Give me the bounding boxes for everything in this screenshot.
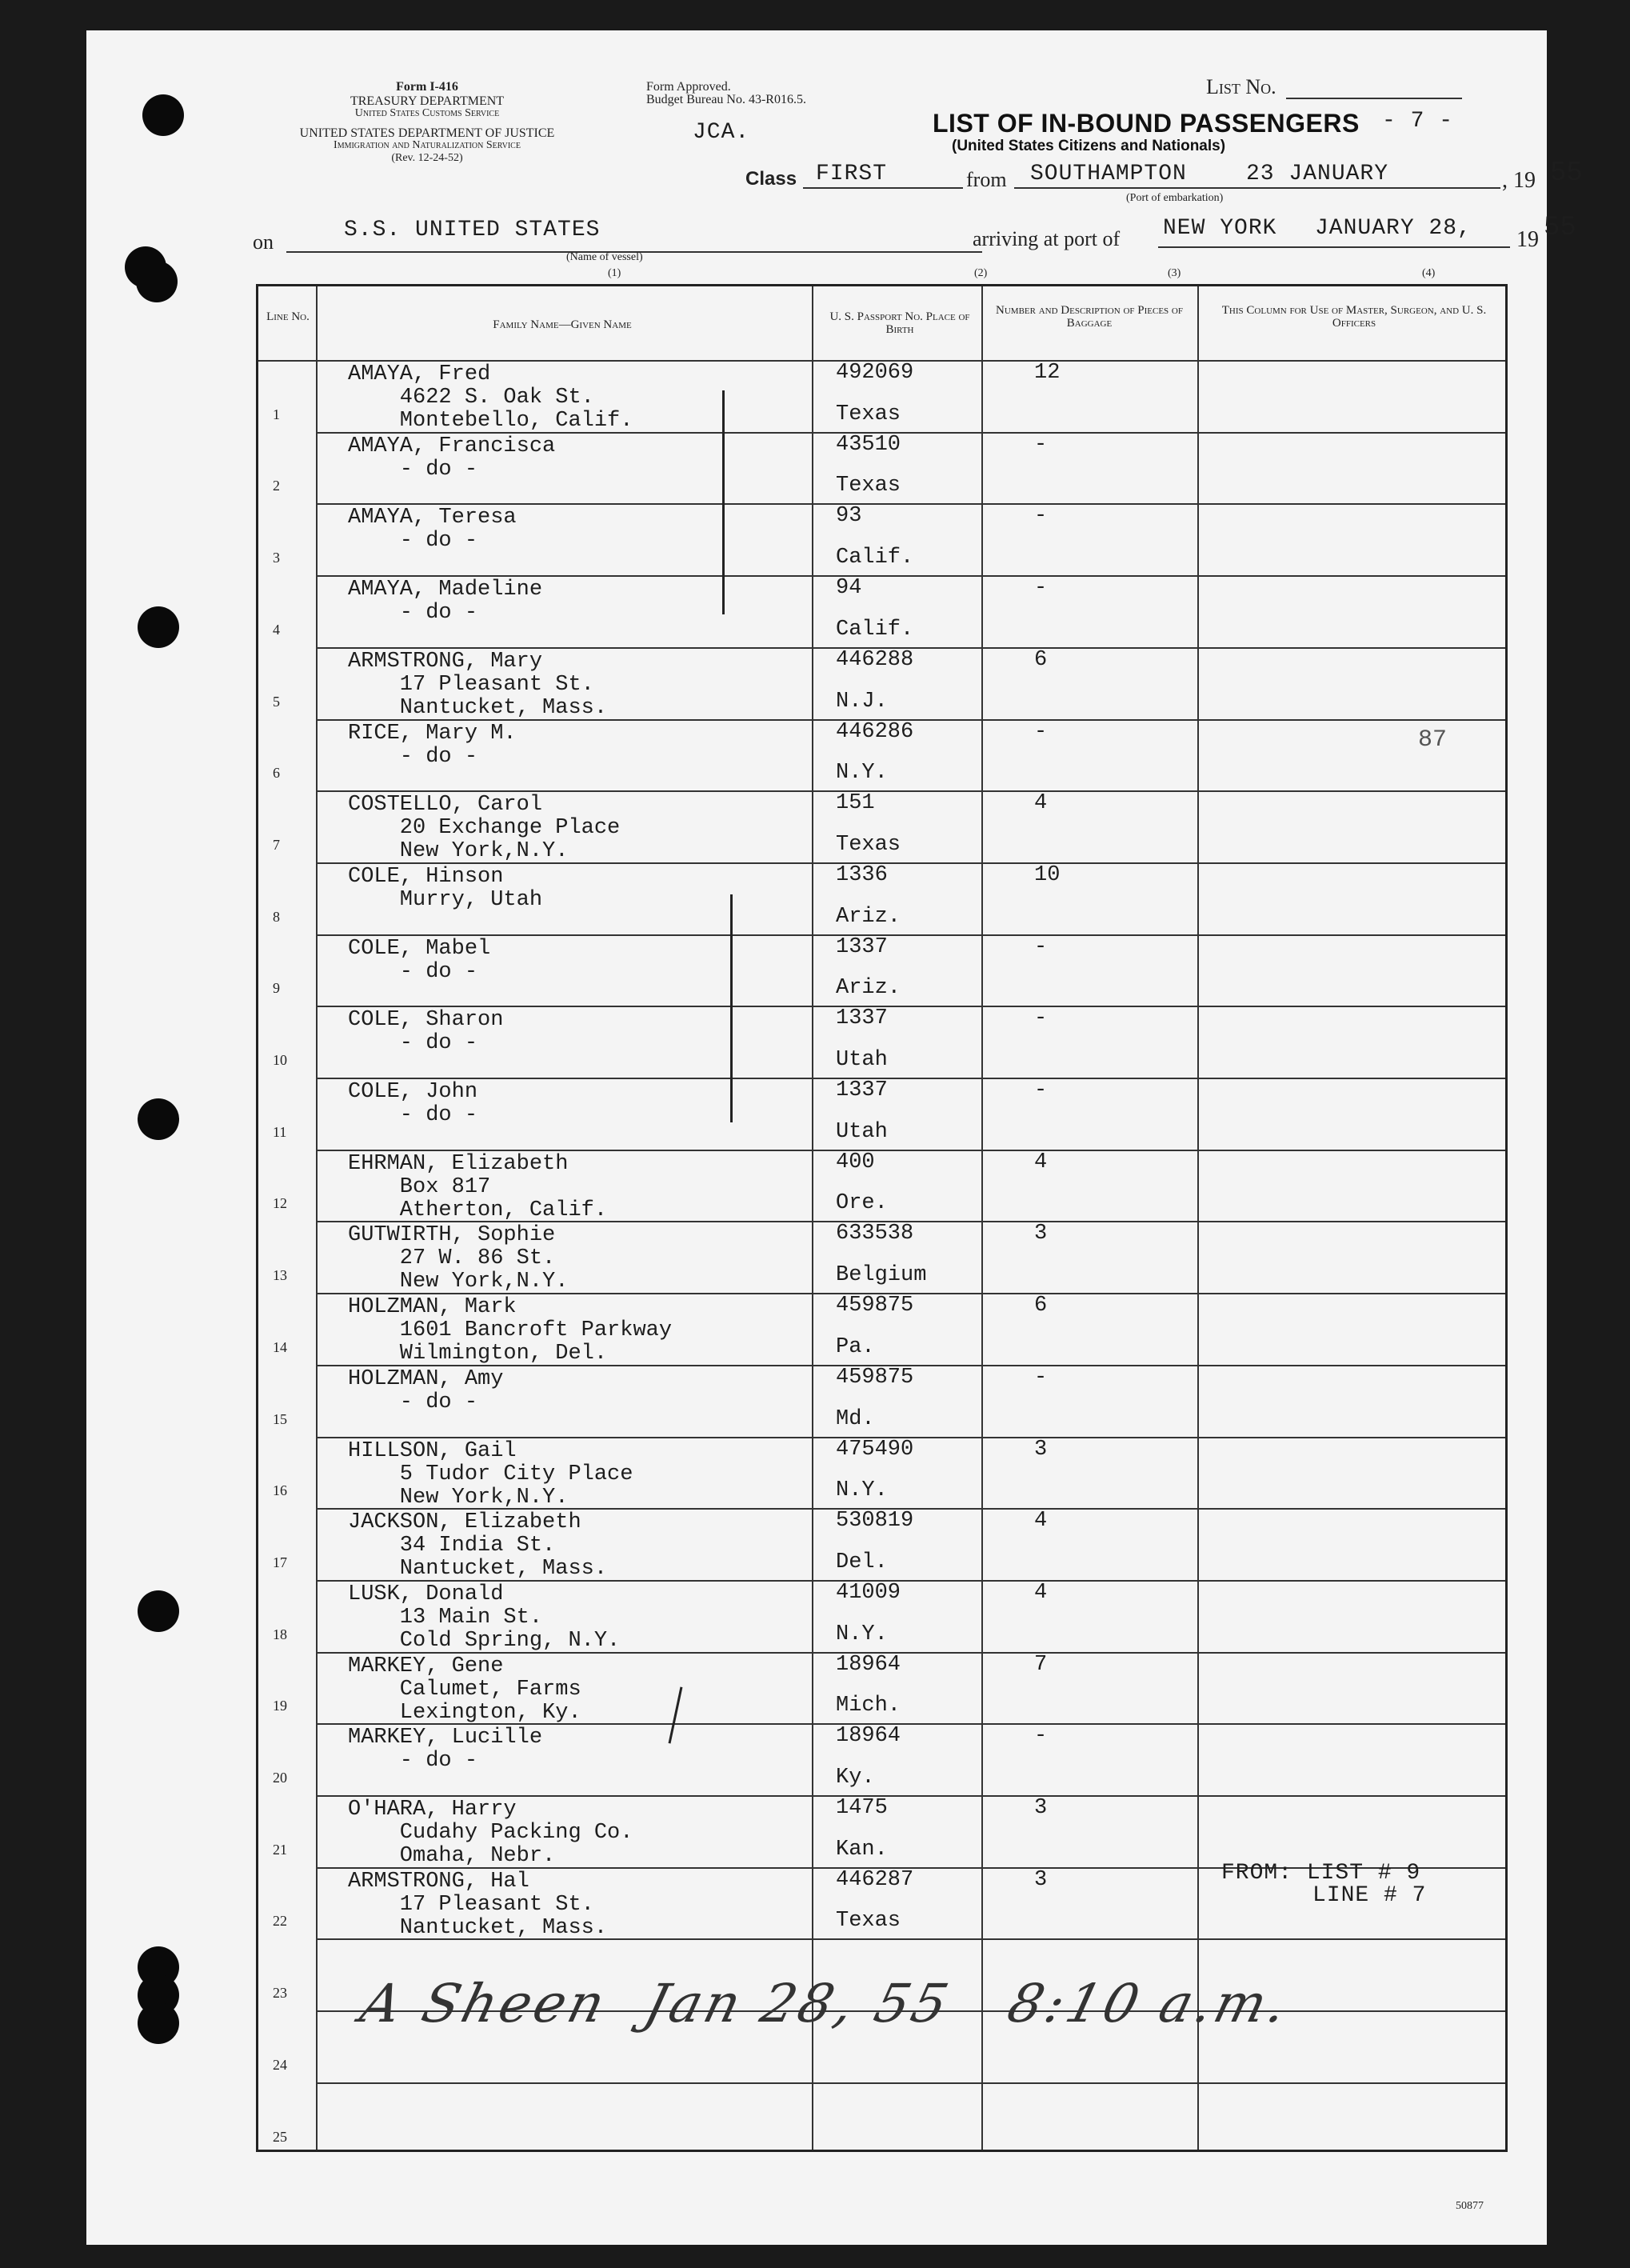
- place-of-birth: Mich.: [836, 1694, 901, 1718]
- place-of-birth: Utah: [836, 1048, 888, 1072]
- row-divider: [316, 575, 1505, 577]
- passport-number: 1337: [836, 1006, 888, 1031]
- remark-line: LINE # 7: [1312, 1883, 1427, 1908]
- place-of-birth: N.J.: [836, 689, 888, 714]
- passport-number: 475490: [836, 1437, 914, 1462]
- from-label: from: [966, 168, 1007, 191]
- passenger-name: EHRMAN, Elizabeth Box 817 Atherton, Calif.: [348, 1151, 608, 1222]
- immigration-service: Immigration and Naturalization Service: [334, 139, 521, 151]
- header-passport: U. S. Passport No. Place of Birth: [829, 310, 970, 336]
- budget-bureau: Budget Bureau No. 43-R016.5.: [646, 93, 806, 106]
- revision-date: (Rev. 12-24-52): [391, 152, 463, 164]
- passenger-name: MARKEY, Lucille - do -: [348, 1726, 543, 1774]
- passenger-name: COLE, Mabel - do -: [348, 936, 491, 984]
- line-number: 19: [273, 1698, 287, 1714]
- arrival-date: JANUARY 28,: [1315, 216, 1472, 241]
- passenger-name: AMAYA, Teresa - do -: [348, 506, 517, 554]
- line-number: 22: [273, 1913, 287, 1930]
- place-of-birth: Ky.: [836, 1766, 875, 1790]
- year-suffix-1: 55: [1550, 158, 1583, 189]
- document-subtitle: (United States Citizens and Nationals): [952, 138, 1226, 154]
- arriving-label: arriving at port of: [973, 227, 1121, 250]
- passenger-name: AMAYA, Madeline - do -: [348, 578, 543, 626]
- embarkation-date: 23 JANUARY: [1246, 162, 1389, 186]
- passenger-name: HOLZMAN, Mark 1601 Bancroft Parkway Wilmington, Del.: [348, 1295, 673, 1366]
- punch-hole: [138, 1590, 179, 1632]
- passport-number: 1475: [836, 1796, 888, 1820]
- place-of-birth: Belgium: [836, 1263, 927, 1288]
- place-of-birth: Pa.: [836, 1334, 875, 1359]
- baggage-count: 4: [1034, 791, 1048, 816]
- footer-code: 50877: [1456, 2200, 1484, 2212]
- passport-number: 459875: [836, 1365, 914, 1390]
- line-number: 14: [273, 1338, 287, 1355]
- year-prefix-1: , 19: [1502, 168, 1536, 193]
- row-divider: [316, 862, 1505, 864]
- place-of-birth: N.Y.: [836, 761, 888, 786]
- baggage-count: 3: [1034, 1796, 1048, 1820]
- place-of-birth: Ariz.: [836, 976, 901, 1001]
- baggage-count: -: [1034, 934, 1048, 959]
- header-baggage: Number and Description of Pieces of Baggage: [996, 304, 1183, 330]
- line-number: 1: [273, 406, 280, 422]
- col2-number: (2): [974, 267, 988, 279]
- list-no-label: List No.: [1206, 75, 1276, 98]
- place-of-birth: Kan.: [836, 1837, 888, 1862]
- passport-number: 459875: [836, 1294, 914, 1318]
- year-suffix-2: 55: [1544, 213, 1576, 243]
- baggage-count: 12: [1034, 361, 1061, 385]
- line-number: 23: [273, 1985, 287, 2002]
- row-divider: [316, 1006, 1505, 1007]
- row-divider: [316, 503, 1505, 505]
- place-of-birth: Texas: [836, 832, 901, 857]
- passenger-name: LUSK, Donald 13 Main St. Cold Spring, N.Y.: [348, 1582, 621, 1653]
- passenger-name: ARMSTRONG, Mary 17 Pleasant St. Nantucket, Mass.: [348, 649, 608, 720]
- baggage-count: 4: [1034, 1509, 1048, 1534]
- passenger-name: RICE, Mary M. - do -: [348, 721, 517, 769]
- line-number: 24: [273, 2056, 287, 2073]
- line-number: 6: [273, 765, 280, 782]
- row-divider: [316, 1938, 1505, 1940]
- passenger-name: ARMSTRONG, Hal 17 Pleasant St. Nantucket, Mass.: [348, 1869, 608, 1940]
- baggage-count: -: [1034, 576, 1048, 601]
- passport-number: 41009: [836, 1580, 901, 1605]
- baggage-count: -: [1034, 432, 1048, 457]
- baggage-count: 7: [1034, 1652, 1048, 1677]
- passport-number: 633538: [836, 1222, 914, 1246]
- punch-hole: [142, 94, 184, 136]
- baggage-count: -: [1034, 719, 1048, 744]
- header-officers: This Column for Use of Master, Surgeon, and U. S. Officers: [1221, 304, 1487, 330]
- passenger-name: MARKEY, Gene Calumet, Farms Lexington, Ky.: [348, 1654, 581, 1725]
- customs-service: United States Customs Service: [354, 107, 500, 119]
- line-number: 7: [273, 836, 280, 853]
- passport-number: 1337: [836, 1078, 888, 1102]
- treasury-dept: TREASURY DEPARTMENT: [350, 94, 505, 108]
- line-number: 17: [273, 1554, 287, 1570]
- passenger-table: [256, 284, 1508, 2152]
- punch-hole: [138, 1098, 179, 1140]
- form-number: Form I-416: [396, 80, 458, 94]
- place-of-birth: N.Y.: [836, 1622, 888, 1646]
- place-of-birth: Texas: [836, 474, 901, 498]
- form-approved: Form Approved.: [646, 80, 731, 94]
- vessel-caption: (Name of vessel): [566, 251, 643, 263]
- bracket-stroke: [722, 390, 725, 614]
- place-of-birth: Ore.: [836, 1191, 888, 1216]
- remark-code: 87: [1418, 726, 1448, 754]
- col4-number: (4): [1422, 267, 1436, 279]
- row-divider: [316, 1150, 1505, 1151]
- passport-number: 94: [836, 576, 862, 601]
- passenger-name: HOLZMAN, Amy - do -: [348, 1366, 504, 1414]
- row-divider: [316, 934, 1505, 936]
- baggage-count: -: [1034, 1724, 1048, 1749]
- arrival-port: NEW YORK: [1163, 216, 1277, 241]
- col3-number: (3): [1168, 267, 1181, 279]
- line-number: 4: [273, 621, 280, 638]
- baggage-count: 4: [1034, 1580, 1048, 1605]
- place-of-birth: Md.: [836, 1406, 875, 1431]
- bracket-stroke: [730, 894, 733, 1122]
- place-of-birth: Calif.: [836, 546, 914, 570]
- passport-number: 446288: [836, 647, 914, 672]
- baggage-count: -: [1034, 1078, 1048, 1102]
- passenger-name: AMAYA, Francisca - do -: [348, 434, 556, 482]
- passenger-name: COLE, Sharon - do -: [348, 1008, 504, 1056]
- passport-number: 93: [836, 504, 862, 529]
- place-of-birth: Texas: [836, 1909, 901, 1934]
- passenger-name: JACKSON, Elizabeth 34 India St. Nantucket, Mass.: [348, 1510, 608, 1582]
- passenger-name: O'HARA, Harry Cudahy Packing Co. Omaha, Nebr.: [348, 1798, 633, 1868]
- year-prefix-2: 19: [1516, 227, 1539, 252]
- baggage-count: -: [1034, 1365, 1048, 1390]
- place-of-birth: Texas: [836, 402, 901, 426]
- passport-number: 492069: [836, 361, 914, 385]
- on-label: on: [253, 230, 274, 254]
- place-of-birth: Del.: [836, 1550, 888, 1574]
- row-divider: [316, 1580, 1505, 1582]
- passenger-name: COLE, John - do -: [348, 1080, 478, 1127]
- class-value: FIRST: [816, 162, 888, 186]
- place-of-birth: Calif.: [836, 617, 914, 642]
- line-number: 21: [273, 1841, 287, 1858]
- row-divider: [316, 2082, 1505, 2084]
- row-divider: [316, 432, 1505, 434]
- passenger-name: AMAYA, Fred 4622 S. Oak St. Montebello, Calif.: [348, 362, 633, 433]
- passport-number: 1337: [836, 934, 888, 959]
- row-divider: [316, 1652, 1505, 1654]
- passport-number: 18964: [836, 1652, 901, 1677]
- check-stroke: [669, 1686, 683, 1743]
- line-number: 16: [273, 1482, 287, 1499]
- line-number: 13: [273, 1267, 287, 1284]
- line-number: 9: [273, 980, 280, 997]
- passport-number: 446287: [836, 1867, 914, 1892]
- port-caption: (Port of embarkation): [1126, 192, 1224, 204]
- passport-number: 43510: [836, 432, 901, 457]
- row-divider: [316, 1078, 1505, 1079]
- baggage-count: 6: [1034, 647, 1048, 672]
- row-divider: [316, 1795, 1505, 1797]
- passport-number: 151: [836, 791, 875, 816]
- punch-hole: [136, 261, 178, 302]
- passenger-name: COLE, Hinson Murry, Utah: [348, 864, 543, 912]
- line-number: 3: [273, 550, 280, 566]
- justice-dept: UNITED STATES DEPARTMENT OF JUSTICE: [299, 126, 555, 140]
- vessel-name: S.S. UNITED STATES: [344, 218, 601, 242]
- remark-from-list: FROM: LIST # 9: [1221, 1861, 1421, 1886]
- line-number: 10: [273, 1052, 287, 1068]
- passport-number: 1336: [836, 862, 888, 887]
- baggage-count: -: [1034, 1006, 1048, 1031]
- row-divider: [316, 790, 1505, 792]
- header-line-no: Line No.: [266, 310, 310, 323]
- line-number: 12: [273, 1195, 287, 1212]
- header-name: Family Name—Given Name: [493, 318, 632, 331]
- baggage-count: 6: [1034, 1294, 1048, 1318]
- line-number: 8: [273, 908, 280, 925]
- place-of-birth: Utah: [836, 1119, 888, 1144]
- row-divider: [316, 1723, 1505, 1725]
- baggage-count: 4: [1034, 1150, 1048, 1174]
- line-number: 11: [273, 1123, 287, 1140]
- line-number: 5: [273, 693, 280, 710]
- passenger-name: GUTWIRTH, Sophie 27 W. 86 St. New York,N.Y.: [348, 1223, 569, 1294]
- line-number: 15: [273, 1410, 287, 1427]
- stamp-code: JCA.: [693, 120, 750, 145]
- baggage-count: -: [1034, 504, 1048, 529]
- baggage-count: 10: [1034, 862, 1061, 887]
- punch-hole: [138, 606, 179, 648]
- baggage-count: 3: [1034, 1437, 1048, 1462]
- place-of-birth: Ariz.: [836, 904, 901, 929]
- baggage-count: 3: [1034, 1867, 1048, 1892]
- punch-hole: [138, 2002, 179, 2044]
- place-of-birth: N.Y.: [836, 1478, 888, 1503]
- document-title: LIST OF IN-BOUND PASSENGERS: [933, 109, 1360, 138]
- list-no-value: - 7 -: [1382, 109, 1454, 134]
- passport-number: 446286: [836, 719, 914, 744]
- passport-number: 530819: [836, 1509, 914, 1534]
- line-number: 25: [273, 2128, 287, 2145]
- passenger-name: COSTELLO, Carol 20 Exchange Place New York,N.Y.: [348, 793, 621, 864]
- baggage-count: 3: [1034, 1222, 1048, 1246]
- handwritten-signoff: A Sheen Jan 28, 55 8:10 a.m.: [354, 1973, 1296, 2034]
- passenger-name: HILLSON, Gail 5 Tudor City Place New York,N.Y.: [348, 1438, 633, 1510]
- line-number: 18: [273, 1626, 287, 1642]
- passport-number: 400: [836, 1150, 875, 1174]
- line-number: 2: [273, 478, 280, 494]
- passport-number: 18964: [836, 1724, 901, 1749]
- embarkation-port: SOUTHAMPTON: [1030, 162, 1187, 186]
- line-number: 20: [273, 1770, 287, 1786]
- col1-number: (1): [608, 267, 621, 279]
- class-label: Class: [745, 168, 797, 190]
